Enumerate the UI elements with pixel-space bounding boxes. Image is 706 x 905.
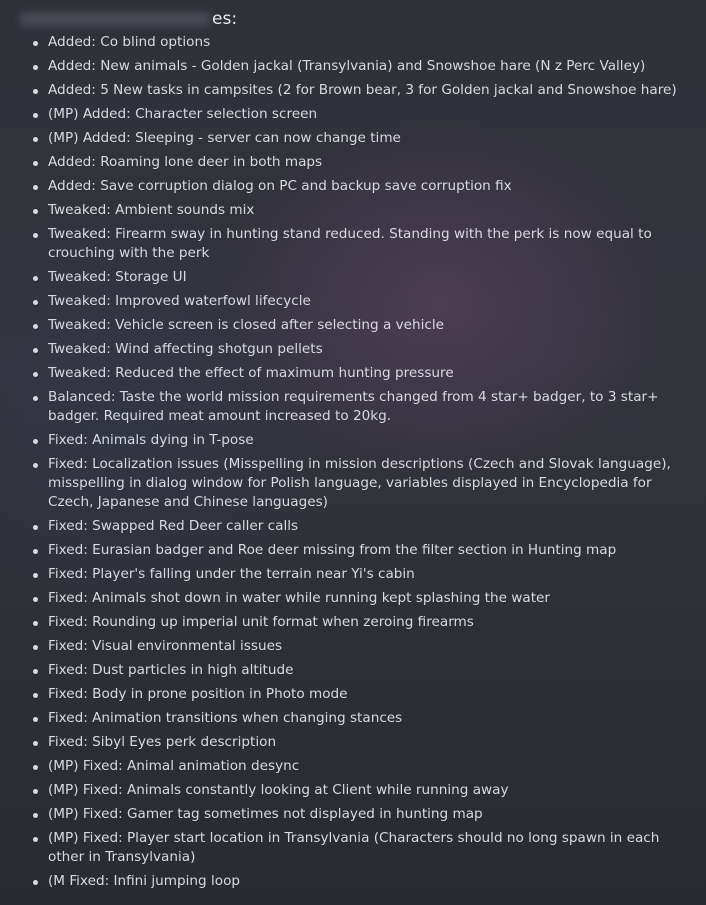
list-item: Added: Save corruption dialog on PC and backup save corruption fix [0,177,700,196]
list-item: Tweaked: Improved waterfowl lifecycle [0,292,700,311]
list-item: (MP) Fixed: Animals constantly looking at Client while running away [0,781,700,800]
list-item: Fixed: Rounding up imperial unit format when zeroing firearms [0,613,700,632]
list-item: Balanced: Taste the world mission requirements changed from 4 star+ badger, to 3 star+ badger. Required meat amount increased to 20kg. [0,388,700,426]
list-item: Fixed: Visual environmental issues [0,637,700,656]
list-item: Tweaked: Ambient sounds mix [0,201,700,220]
list-item: (MP) Fixed: Player start location in Transylvania (Characters should no long spawn in each other in Transylvania) [0,829,700,867]
list-item: Fixed: Eurasian badger and Roe deer missing from the filter section in Hunting map [0,541,700,560]
heading-text: es: [212,9,238,29]
list-item: Added: 5 New tasks in campsites (2 for Brown bear, 3 for Golden jackal and Snowshoe hare) [0,81,700,100]
list-item: (MP) Fixed: Gamer tag sometimes not displayed in hunting map [0,805,700,824]
list-item: Tweaked: Firearm sway in hunting stand reduced. Standing with the perk is now equal to crouching with the perk [0,225,700,263]
list-item: Fixed: Player's falling under the terrain near Yi's cabin [0,565,700,584]
list-item: Added: New animals - Golden jackal (Transylvania) and Snowshoe hare (N z Perc Valley) [0,57,700,76]
list-item: Tweaked: Wind affecting shotgun pellets [0,340,700,359]
list-item: Tweaked: Storage UI [0,268,700,287]
list-item: (M Fixed: Infini jumping loop [0,872,700,891]
list-item: (MP) Added: Character selection screen [0,105,700,124]
list-item: Added: Roaming lone deer in both maps [0,153,700,172]
list-item: Fixed: Animation transitions when changing stances [0,709,700,728]
list-item: Tweaked: Reduced the effect of maximum hunting pressure [0,364,700,383]
list-item: Added: Co blind options [0,33,700,52]
list-item: Fixed: Body in prone position in Photo mode [0,685,700,704]
patch-notes-list [0,33,700,896]
list-item: Tweaked: Vehicle screen is closed after selecting a vehicle [0,316,700,335]
list-item: Fixed: Animals dying in T-pose [0,431,700,450]
list-item: (MP) Fixed: Animal animation desync [0,757,700,776]
list-item: Fixed: Swapped Red Deer caller calls [0,517,700,536]
obscured-heading-text [20,12,210,26]
list-item: Fixed: Animals shot down in water while running kept splashing the water [0,589,700,608]
patch-notes-heading [20,8,237,30]
list-item: (MP) Added: Sleeping - server can now change time [0,129,700,148]
list-item: Fixed: Localization issues (Misspelling in mission descriptions (Czech and Slovak language), misspelling in dialog window for Polish language, variables displayed in Encyclopedia for Czech, Japanese and Chinese languages) [0,455,700,512]
list-item: Fixed: Dust particles in high altitude [0,661,700,680]
list-item: Fixed: Sibyl Eyes perk description [0,733,700,752]
